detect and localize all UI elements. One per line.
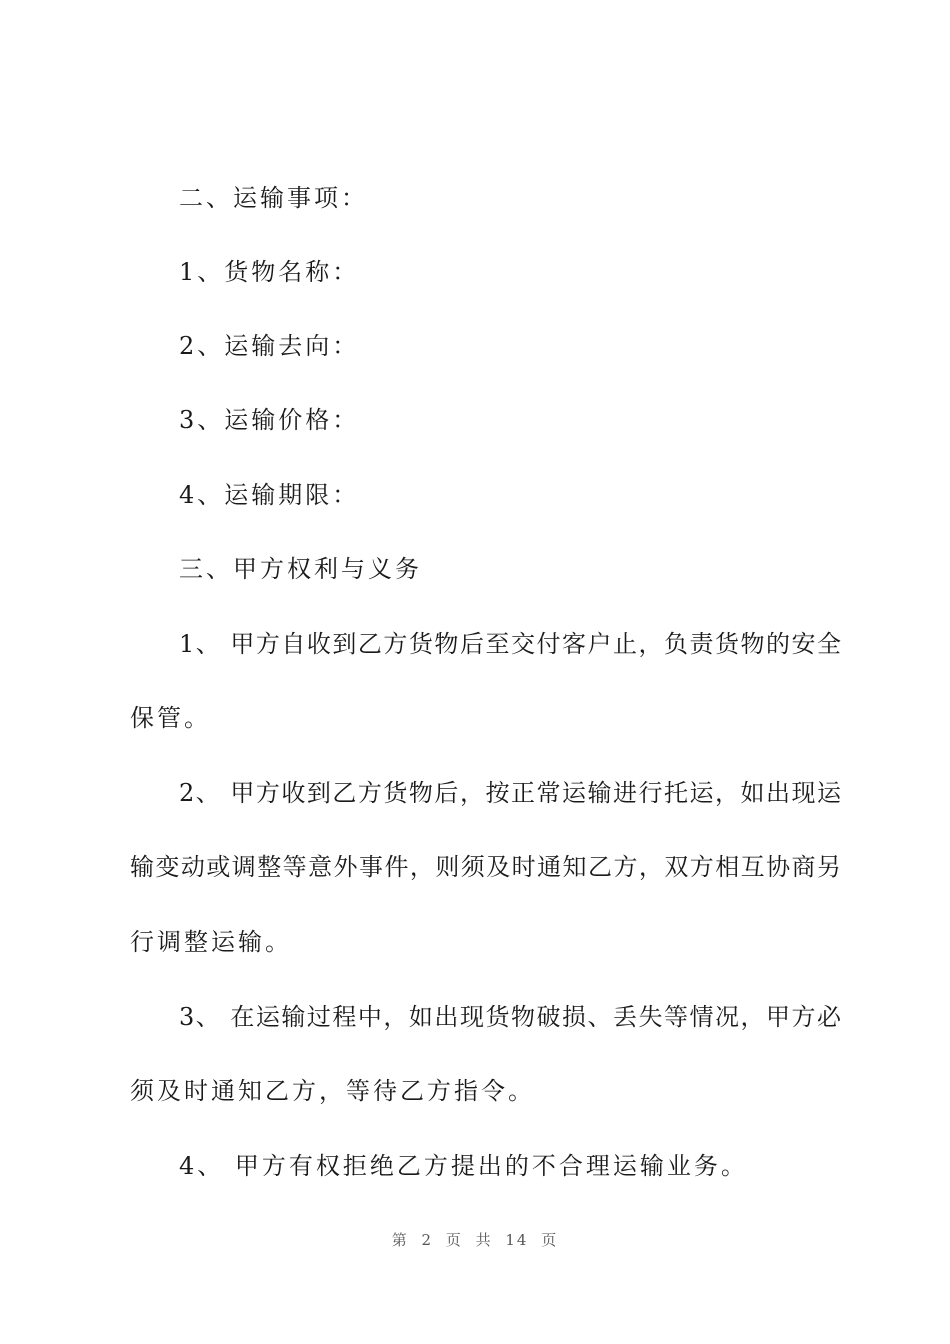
clause-2-line-3: 行调整运输。 bbox=[130, 928, 292, 956]
section-heading-transport: 二、运输事项： bbox=[179, 184, 368, 212]
clause-3-line-1: 3、 在运输过程中，如出现货物破损、丢失等情况，甲方必 bbox=[179, 1003, 841, 1031]
section-heading-party-a: 三、甲方权利与义务 bbox=[179, 555, 422, 583]
clause-2-line-2: 输变动或调整等意外事件，则须及时通知乙方，双方相互协商另 bbox=[130, 853, 841, 881]
item-transport-destination: 2、运输去向： bbox=[179, 332, 360, 360]
item-transport-price: 3、运输价格： bbox=[179, 406, 360, 434]
page-number-footer: 第 2 页 共 14 页 bbox=[391, 1231, 559, 1249]
clause-4-line-1: 4、 甲方有权拒绝乙方提出的不合理运输业务。 bbox=[179, 1152, 748, 1180]
item-goods-name: 1、货物名称： bbox=[179, 258, 360, 286]
item-transport-period: 4、运输期限： bbox=[179, 481, 360, 509]
clause-2-line-1: 2、 甲方收到乙方货物后，按正常运输进行托运，如出现运 bbox=[179, 779, 841, 807]
clause-1-line-2: 保管。 bbox=[130, 704, 211, 732]
clause-1-line-1: 1、 甲方自收到乙方货物后至交付客户止，负责货物的安全 bbox=[179, 630, 841, 658]
clause-3-line-2: 须及时通知乙方，等待乙方指令。 bbox=[130, 1077, 535, 1105]
